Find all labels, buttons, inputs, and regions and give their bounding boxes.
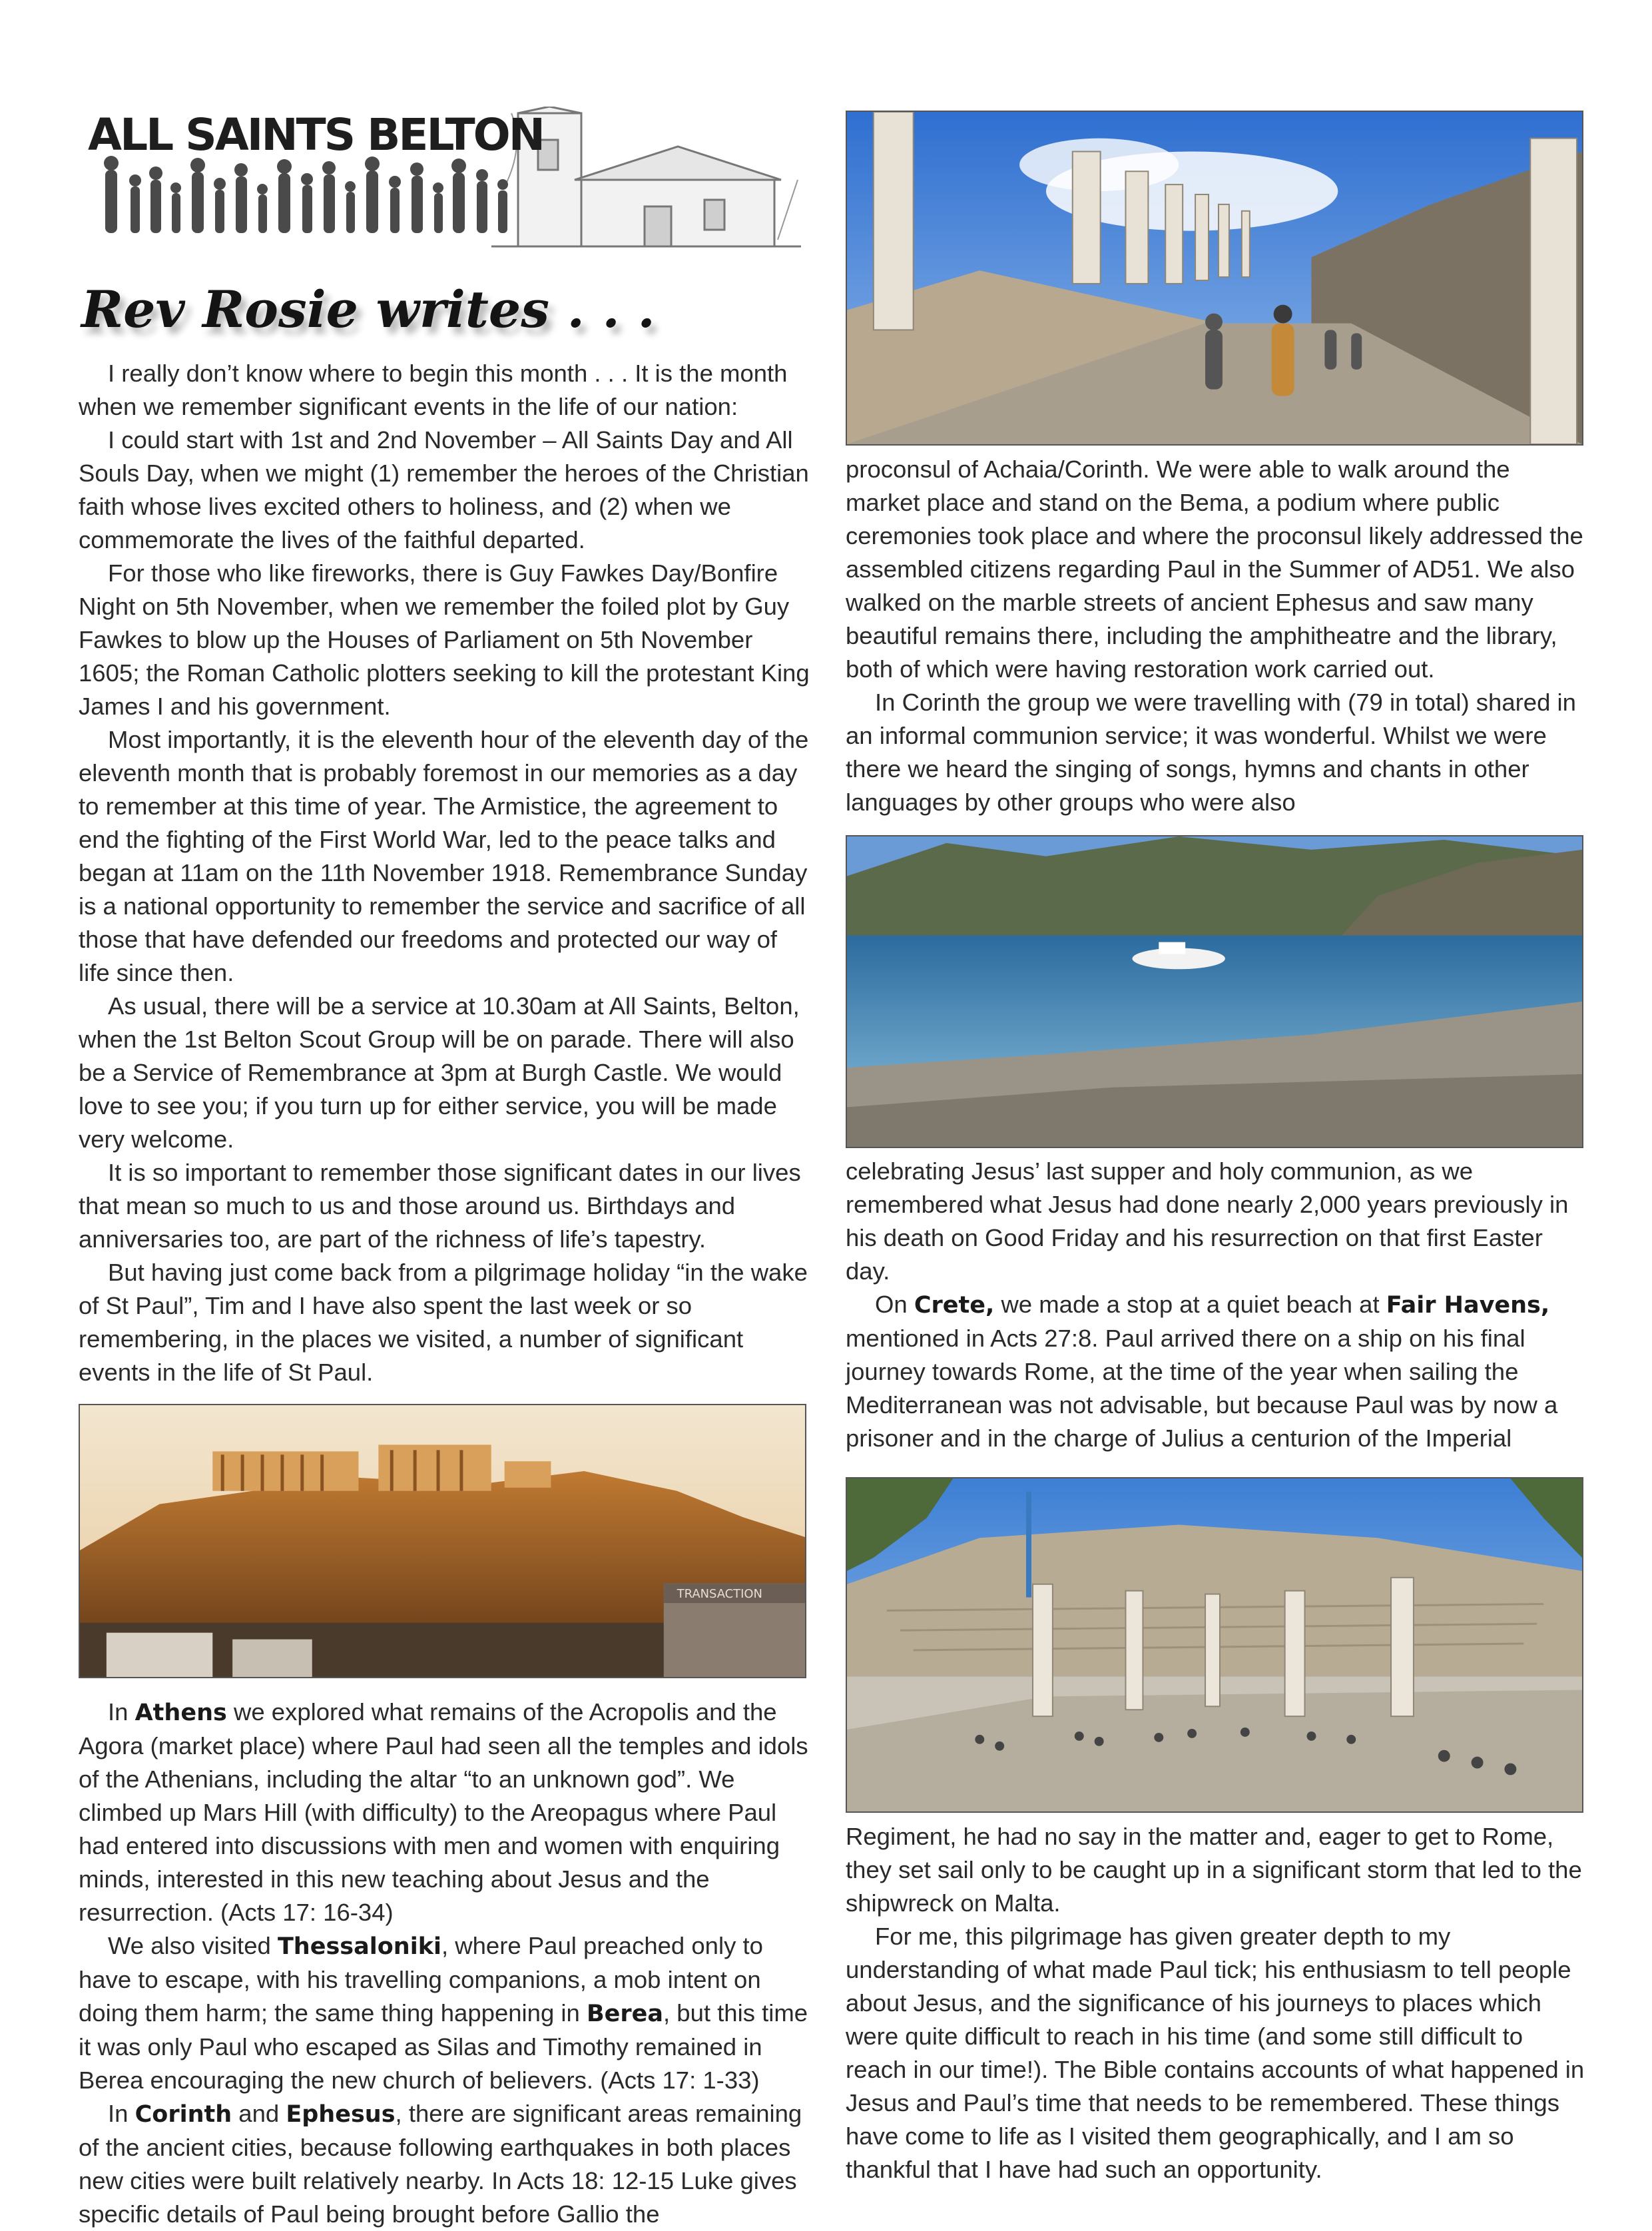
left-intro-text	[79, 357, 814, 1389]
paragraph-athens: In Athens we explored what remains of the Acropolis and the Agora (market place) where Paul had seen all the temples and idols of the Athenians, including the altar “to an unknown god”. We climbed up Mars Hill (with difficulty) to the Areopagus where Paul had entered into discussions with men and women with enquiring minds, interested in this new teaching about Jesus and the resurrection. (Acts 17: 16-34)	[79, 1698, 808, 1926]
right-block1-text	[846, 453, 1588, 819]
ephesus-street-photo	[846, 111, 1583, 446]
paragraph: Most importantly, it is the eleventh hour of the eleventh day of the eleventh month that is probably foremost in our memories as a day to remember at this time of year. The Armistice, the agreement to end the fighting of the First World War, led to the peace talks and began at 11am on the 11th November 1918. Remembrance Sunday is a national opportunity to remember the service and sacrifice of all those that have defended our freedoms and protected our way of life since then.	[79, 726, 809, 986]
place-thessaloniki: Thessaloniki	[277, 1933, 441, 1960]
paragraph: As usual, there will be a service at 10.30am at All Saints, Belton, when the 1st Belton Scout Group will be on parade. There will also be a Service of Remembrance at 3pm at Burgh Castle. We would love to see you; if you turn up for either service, you will be made very welcome.	[79, 992, 800, 1153]
acropolis-photo	[79, 1404, 806, 1678]
paragraph: In Corinth the group we were travelling with (79 in total) shared in an informal communion service; it was wonderful. Whilst we were there we heard the singing of songs, hymns and chants in other languages by other groups who were also	[846, 689, 1576, 816]
paragraph: For me, this pilgrimage has given greater depth to my understanding of what made Paul tick; his enthusiasm to tell people about Jesus, and the significance of his journeys to places which were quite difficult to reach in his time (and some still difficult to reach in our time!). The Bible contains accounts of what happened in Jesus and Paul’s time that needs to be remembered. These things have come to life as I visited them geographically, and I am so thankful that I have had such an opportunity.	[846, 1923, 1585, 2183]
fair-havens-beach-photo	[846, 835, 1583, 1148]
place-fair-havens: Fair Havens,	[1386, 1292, 1550, 1319]
paragraph-corinth: In Corinth and Ephesus, there are significant areas remaining of the ancient cities, because following earthquakes in both places new cities were built relatively nearby. In Acts 18: 12-15 Luke gives specific details of Paul being brought before Gallio the	[79, 2100, 802, 2228]
right-block2-text	[846, 1155, 1588, 1455]
paragraph: celebrating Jesus’ last supper and holy communion, as we remembered what Jesus had done nearly 2,000 years previously in his death on Good Friday and his resurrection on that first Easter day.	[846, 1157, 1569, 1285]
place-athens: Athens	[135, 1700, 227, 1726]
page-title: Rev Rosie writes . . .	[81, 280, 655, 339]
right-block3-text	[846, 1820, 1588, 2186]
place-berea: Berea	[586, 2001, 663, 2027]
paragraph: I could start with 1st and 2nd November – All Saints Day and All Souls Day, when we might (1) remember the heroes of the Christian faith whose lives excited others to holiness, and (2) when we commemorate the lives of the faithful departed.	[79, 426, 809, 553]
paragraph: For those who like fireworks, there is Guy Fawkes Day/Bonfire Night on 5th November, when we remember the foiled plot by Guy Fawkes to blow up the Houses of Parliament on 5th November 1605; the Roman Catholic plotters seeking to kill the protestant King James I and his government.	[79, 559, 810, 720]
paragraph: proconsul of Achaia/Corinth. We were able to walk around the market place and stand on the Bema, a podium where public ceremonies took place and where the proconsul likely addressed the assembled citizens regarding Paul in the Summer of AD51. We also walked on the marble streets of ancient Ephesus and saw many beautiful remains there, including the amphitheatre and the library, both of which were having restoration work carried out.	[846, 456, 1583, 683]
logo-title: ALL SAINTS BELTON	[88, 109, 543, 160]
paragraph: Regiment, he had no say in the matter and, eager to get to Rome, they set sail only to be caught up in a significant storm that led to the shipwreck on Malta.	[846, 1823, 1582, 1917]
place-crete: Crete,	[914, 1292, 995, 1319]
place-ephesus: Ephesus	[286, 2101, 396, 2128]
paragraph: I really don’t know where to begin this month . . . It is the month when we remember significant events in the life of our nation:	[79, 360, 788, 420]
logo-banner	[79, 107, 804, 300]
place-corinth: Corinth	[135, 2101, 232, 2128]
paragraph-crete: On Crete, we made a stop at a quiet beach at Fair Havens, mentioned in Acts 27:8. Paul arrived there on a ship on his final journey towards Rome, at the time of the year when sailing the Mediterranean was not advisable, but because Paul was by now a prisoner and in the charge of Julius a centurion of the Imperial	[846, 1291, 1558, 1452]
amphitheatre-photo	[846, 1477, 1583, 1813]
paragraph: But having just come back from a pilgrimage holiday “in the wake of St Paul”, Tim and I have also spent the last week or so remembering, in the places we visited, a number of significant events in the life of St Paul.	[79, 1259, 808, 1386]
photo-sign-text: TRANSACTION	[677, 1587, 762, 1602]
left-bottom-text	[79, 1696, 814, 2231]
paragraph-thessaloniki: We also visited Thessaloniki, where Paul preached only to have to escape, with his travelling companions, a mob intent on doing them harm; the same thing happening in Berea, but this time it was only Paul who escaped as Silas and Timothy remained in Berea encouraging the new church of believers. (Acts 17: 1-33)	[79, 1932, 808, 2094]
paragraph: It is so important to remember those significant dates in our lives that mean so much to us and those around us. Birthdays and anniversaries too, are part of the richness of life’s tapestry.	[79, 1159, 801, 1253]
